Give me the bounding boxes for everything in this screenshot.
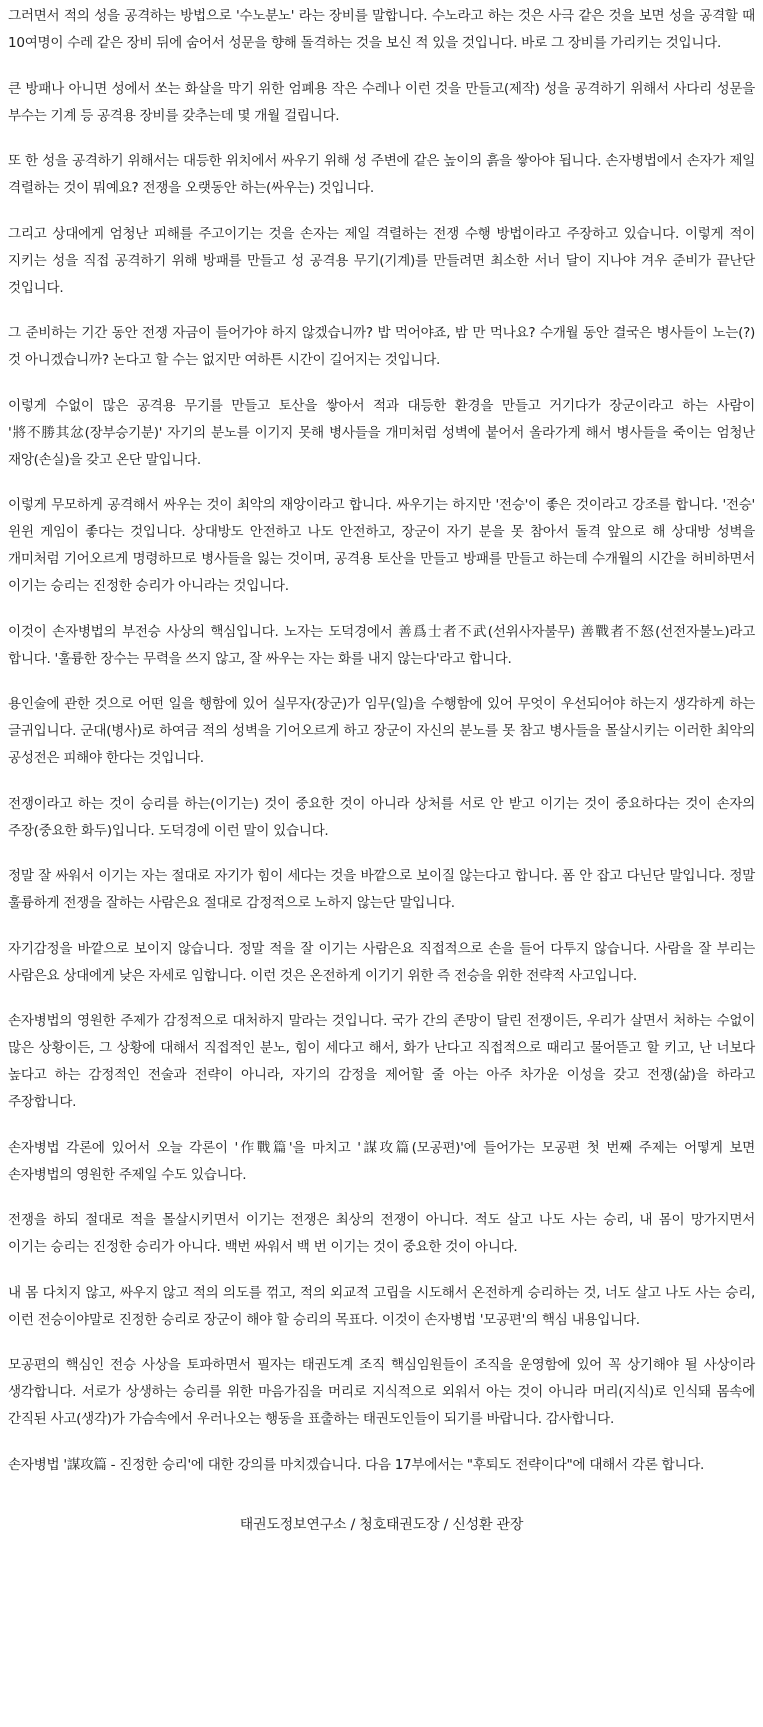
author-signature: 태권도정보연구소 / 청호태권도장 / 신성환 관장 — [239, 1516, 524, 1533]
paragraph: 전쟁이라고 하는 것이 승리를 하는(이기는) 것이 중요한 것이 아니라 상처를 서로 안 받고 이기는 것이 중요하다는 것이 손자의 주장(중요한 화두)입니다. 도덕경에 이런 말이 있습니다. — [8, 795, 755, 839]
paragraph: 정말 잘 싸워서 이기는 자는 절대로 자기가 힘이 세다는 것을 바깥으로 보이질 않는다고 합니다. 폼 안 잡고 다닌단 말입니다. 정말 훌륭하게 전쟁을 잘하는 사람은요 절대로 감정적으로 노하지 않는단 말입니다. — [8, 868, 755, 911]
paragraph: 전쟁을 하되 절대로 적을 몰살시키면서 이기는 전쟁은 최상의 전쟁이 아니다. 적도 살고 나도 사는 승리, 내 몸이 망가지면서 이기는 승리는 진정한 승리가 아니다. 백번 싸워서 백 번 이기는 것이 중요한 것이 아니다. — [8, 1212, 755, 1255]
paragraph: 이것이 손자병법의 부전승 사상의 핵심입니다. 노자는 도덕경에서 善爲士者不武(선위사자불무) 善戰者不怒(선전자불노)라고 합니다. '훌륭한 장수는 무력을 쓰지 않고, 잘 싸우는 자는 화를 내지 않는다'라고 합니다. — [8, 623, 755, 667]
paragraph: 또 한 성을 공격하기 위해서는 대등한 위치에서 싸우기 위해 성 주변에 같은 높이의 흙을 쌓아야 됩니다. 손자병법에서 손자가 제일 격렬하는 것이 뭐예요? 전쟁을 오랫동안 하는(싸우는) 것입니다. — [8, 153, 755, 196]
paragraph: 손자병법 '謀攻篇 - 진정한 승리'에 대한 강의를 마치겠습니다. 다음 17부에서는 "후퇴도 전략이다"에 대해서 각론 합니다. — [8, 1456, 705, 1473]
paragraph: 자기감정을 바깥으로 보이지 않습니다. 정말 적을 잘 이기는 사람은요 직접적으로 손을 들어 다투지 않습니다. 사람을 잘 부리는 사람은요 상대에게 낮은 자세로 임합니다. 이런 것은 온전하게 이기기 위한 즉 전승을 위한 전략적 사고입니다. — [8, 940, 755, 984]
paragraph: 그리고 상대에게 엄청난 피해를 주고이기는 것을 손자는 제일 격렬하는 전쟁 수행 방법이라고 주장하고 있습니다. 이렇게 적이 지키는 성을 직접 공격하기 위해 방패를 만들고 성 공격용 무기(기계)를 만들려면 최소한 서너 달이 지나야 겨우 준비가 끝난단 것입니다. — [8, 225, 755, 296]
paragraph: 모공편의 핵심인 전승 사상을 토파하면서 필자는 태권도계 조직 핵심임원들이 조직을 운영함에 있어 꼭 상기해야 될 사상이라 생각합니다. 서로가 상생하는 승리를 위한 마음가짐을 머리로 지식적으로 외워서 아는 것이 아니라 머리(지식)로 인식돼 몸속에 간직된 사고(생각)가 가슴속에서 우러나오는 행동을 표출하는 태권도인들이 되기를 바랍니다. 감사합니다. — [8, 1357, 755, 1427]
paragraph: 이렇게 무모하게 공격해서 싸우는 것이 최악의 재앙이라고 합니다. 싸우기는 하지만 '전승'이 좋은 것이라고 강조를 합니다. '전승' 윈윈 게임이 좋다는 것입니다. 상대방도 안전하고 나도 안전하고, 장군이 자기 분을 못 참아서 돌격 앞으로 해 상대방 성벽을 개미처럼 기어오르게 명령하므로 병사들을 잃는 것이며, 공격용 토산을 만들고 방패를 만들고 하는데 수개월의 시간을 허비하면서 이기는 승리는 진정한 승리가 아니라는 것입니다. — [8, 497, 755, 594]
paragraph: 그 준비하는 기간 동안 전쟁 자금이 들어가야 하지 않겠습니까? 밥 먹어야죠, 밤 만 먹나요? 수개월 동안 결국은 병사들이 노는(?) 것 아니겠습니까? 논다고 할 수는 없지만 여하튼 시간이 길어지는 것입니다. — [8, 325, 755, 368]
paragraph: 그러면서 적의 성을 공격하는 방법으로 '수노분노' 라는 장비를 말합니다. 수노라고 하는 것은 사극 같은 것을 보면 성을 공격할 때 10여명이 수레 같은 장비 뒤에 숨어서 성문을 향해 돌격하는 것을 보신 적 있을 것입니다. 바로 그 장비를 가리키는 것입니다. — [8, 8, 755, 51]
paragraph: 용인술에 관한 것으로 어떤 일을 행함에 있어 실무자(장군)가 임무(일)을 수행함에 있어 무엇이 우선되어야 하는지 생각하게 하는 글귀입니다. 군대(병사)로 하여금 적의 성벽을 기어오르게 하고 장군이 자신의 분노를 못 참고 병사들을 몰살시키는 이러한 최악의 공성전은 피해야 한다는 것입니다. — [8, 696, 755, 766]
paragraph: 손자병법의 영원한 주제가 감정적으로 대처하지 말라는 것입니다. 국가 간의 존망이 달린 전쟁이든, 우리가 살면서 처하는 수없이 많은 상황이든, 그 상황에 대해서 직접적인 분노, 힘이 세다고 해서, 화가 난다고 직접적으로 때리고 물어뜯고 할 키고, 난 너보다 높다고 하는 감정적인 전술과 전략이 아니라, 자기의 감정을 제어할 줄 아는 아주 차가운 이성을 갖고 전쟁(삶)을 하라고 주장합니다. — [8, 1013, 755, 1110]
paragraph: 내 몸 다치지 않고, 싸우지 않고 적의 의도를 꺾고, 적의 외교적 고립을 시도해서 온전하게 승리하는 것, 너도 살고 나도 사는 승리, 이런 전승이야말로 진정한 승리로 장군이 해야 할 승리의 목표다. 이것이 손자병법 '모공편'의 핵심 내용입니다. — [8, 1284, 755, 1328]
paragraph: 손자병법 각론에 있어서 오늘 각론이 '作戰篇'을 마치고 '謀攻篇(모공편)'에 들어가는 모공편 첫 번째 주제는 어떻게 보면 손자병법의 영원한 주제일 수도 있습니다. — [8, 1139, 755, 1183]
paragraph: 이렇게 수없이 많은 공격용 무기를 만들고 토산을 쌓아서 적과 대등한 환경을 만들고 거기다가 장군이라고 하는 사람이 '將不勝其忿(장부승기분)' 자기의 분노를 이기지 못해 병사들을 개미처럼 성벽에 붙어서 올라가게 해서 병사들을 죽이는 엄청난 재앙(손실)을 갖고 온단 말입니다. — [8, 397, 755, 468]
paragraph: 큰 방패나 아니면 성에서 쏘는 화살을 막기 위한 엄폐용 작은 수레나 이런 것을 만들고(제작) 성을 공격하기 위해서 사다리 성문을 부수는 기계 등 공격용 장비를 갖추는데 몇 개월 걸립니다. — [8, 80, 755, 124]
